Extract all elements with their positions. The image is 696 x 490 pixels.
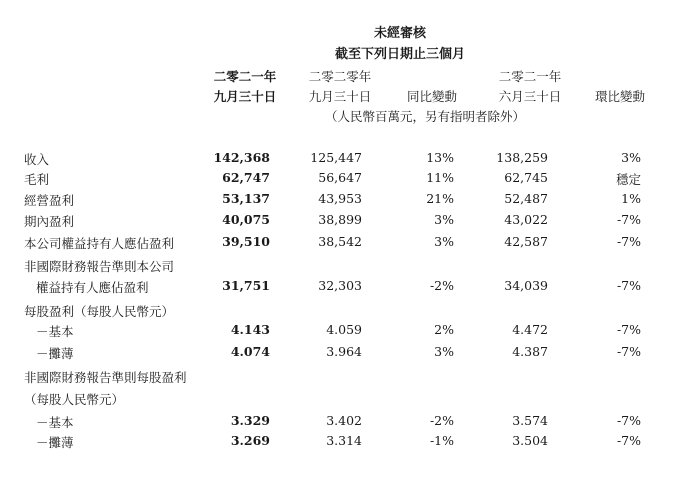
cell-2021-q2: 3.504: [512, 433, 548, 448]
row-label: 收入: [24, 152, 50, 167]
cell-2020-q3: 32,303: [318, 278, 362, 293]
cell-qoq-change: -7%: [616, 433, 641, 448]
cell-yoy-change: -1%: [429, 433, 454, 448]
cell-yoy-change: 3%: [434, 344, 454, 359]
col1-header-year: 二零二一年: [213, 69, 277, 84]
row-label: 權益持有人應佔盈利: [36, 280, 149, 295]
cell-2021-q3: 40,075: [222, 212, 270, 227]
cell-2020-q3: 43,953: [318, 191, 362, 206]
cell-qoq-change: -7%: [616, 322, 641, 337]
cell-qoq-change: -7%: [616, 344, 641, 359]
cell-2020-q3: 56,647: [318, 170, 362, 185]
cell-2021-q3: 4.143: [230, 322, 270, 337]
row-label: 毛利: [24, 172, 50, 187]
cell-yoy-change: 2%: [434, 322, 454, 337]
cell-qoq-change: 穩定: [615, 172, 641, 187]
cell-2021-q2: 4.387: [512, 344, 548, 359]
cell-2020-q3: 38,899: [318, 212, 362, 227]
cell-2020-q3: 38,542: [318, 234, 362, 249]
row-label: －基本: [36, 324, 74, 339]
cell-2020-q3: 4.059: [326, 322, 362, 337]
row-label: －攤薄: [36, 346, 74, 361]
row-label: 期內盈利: [24, 214, 75, 229]
cell-2021-q2: 138,259: [496, 150, 548, 165]
cell-2021-q2: 3.574: [512, 413, 548, 428]
cell-2021-q2: 42,587: [504, 234, 548, 249]
cell-2021-q2: 62,745: [504, 170, 548, 185]
cell-2020-q3: 3.964: [326, 344, 362, 359]
col2-header-year: 二零二零年: [308, 69, 372, 84]
cell-2021-q3: 62,747: [222, 170, 270, 185]
cell-yoy-change: -2%: [429, 413, 454, 428]
cell-2021-q3: 142,368: [213, 150, 270, 165]
cell-2020-q3: 125,447: [310, 150, 362, 165]
cell-2021-q2: 43,022: [504, 212, 548, 227]
col2-header-date: 九月三十日: [308, 89, 372, 104]
unit-note: （人民幣百萬元，另有指明者除外）: [324, 109, 525, 124]
cell-qoq-change: -7%: [616, 212, 641, 227]
cell-2021-q3: 3.269: [230, 433, 270, 448]
col5-header: 環比變動: [594, 89, 645, 104]
row-label: 每股盈利（每股人民幣元）: [24, 304, 175, 319]
cell-2021-q3: 3.329: [230, 413, 270, 428]
row-label: 經營盈利: [24, 193, 75, 208]
cell-qoq-change: -7%: [616, 234, 641, 249]
col4-header-date: 六月三十日: [498, 89, 562, 104]
row-label: （每股人民幣元）: [24, 392, 125, 407]
col1-header-date: 九月三十日: [213, 89, 277, 104]
cell-qoq-change: 3%: [621, 150, 641, 165]
cell-yoy-change: 3%: [434, 234, 454, 249]
cell-yoy-change: 3%: [434, 212, 454, 227]
cell-qoq-change: -7%: [616, 278, 641, 293]
row-label: 非國際財務報告準則每股盈利: [24, 370, 187, 385]
col3-header: 同比變動: [406, 89, 457, 104]
cell-yoy-change: 21%: [426, 191, 454, 206]
cell-yoy-change: 13%: [426, 150, 454, 165]
cell-2021-q3: 53,137: [222, 191, 270, 206]
cell-2021-q3: 31,751: [222, 278, 270, 293]
cell-2020-q3: 3.314: [326, 433, 362, 448]
cell-qoq-change: 1%: [621, 191, 641, 206]
header-unaudited: 未經審核: [373, 26, 426, 41]
row-label: －攤薄: [36, 435, 74, 450]
cell-2021-q2: 4.472: [512, 322, 548, 337]
cell-yoy-change: -2%: [429, 278, 454, 293]
cell-qoq-change: -7%: [616, 413, 641, 428]
cell-2020-q3: 3.402: [326, 413, 362, 428]
cell-2021-q3: 39,510: [222, 234, 270, 249]
row-label: 非國際財務報告準則本公司: [24, 259, 175, 274]
row-label: －基本: [36, 415, 74, 430]
col4-header-year: 二零二一年: [498, 69, 562, 84]
header-period: 截至下列日期止三個月: [334, 47, 465, 62]
cell-2021-q2: 34,039: [504, 278, 548, 293]
cell-2021-q2: 52,487: [504, 191, 548, 206]
cell-2021-q3: 4.074: [230, 344, 270, 359]
cell-yoy-change: 11%: [426, 170, 454, 185]
row-label: 本公司權益持有人應佔盈利: [24, 236, 175, 251]
